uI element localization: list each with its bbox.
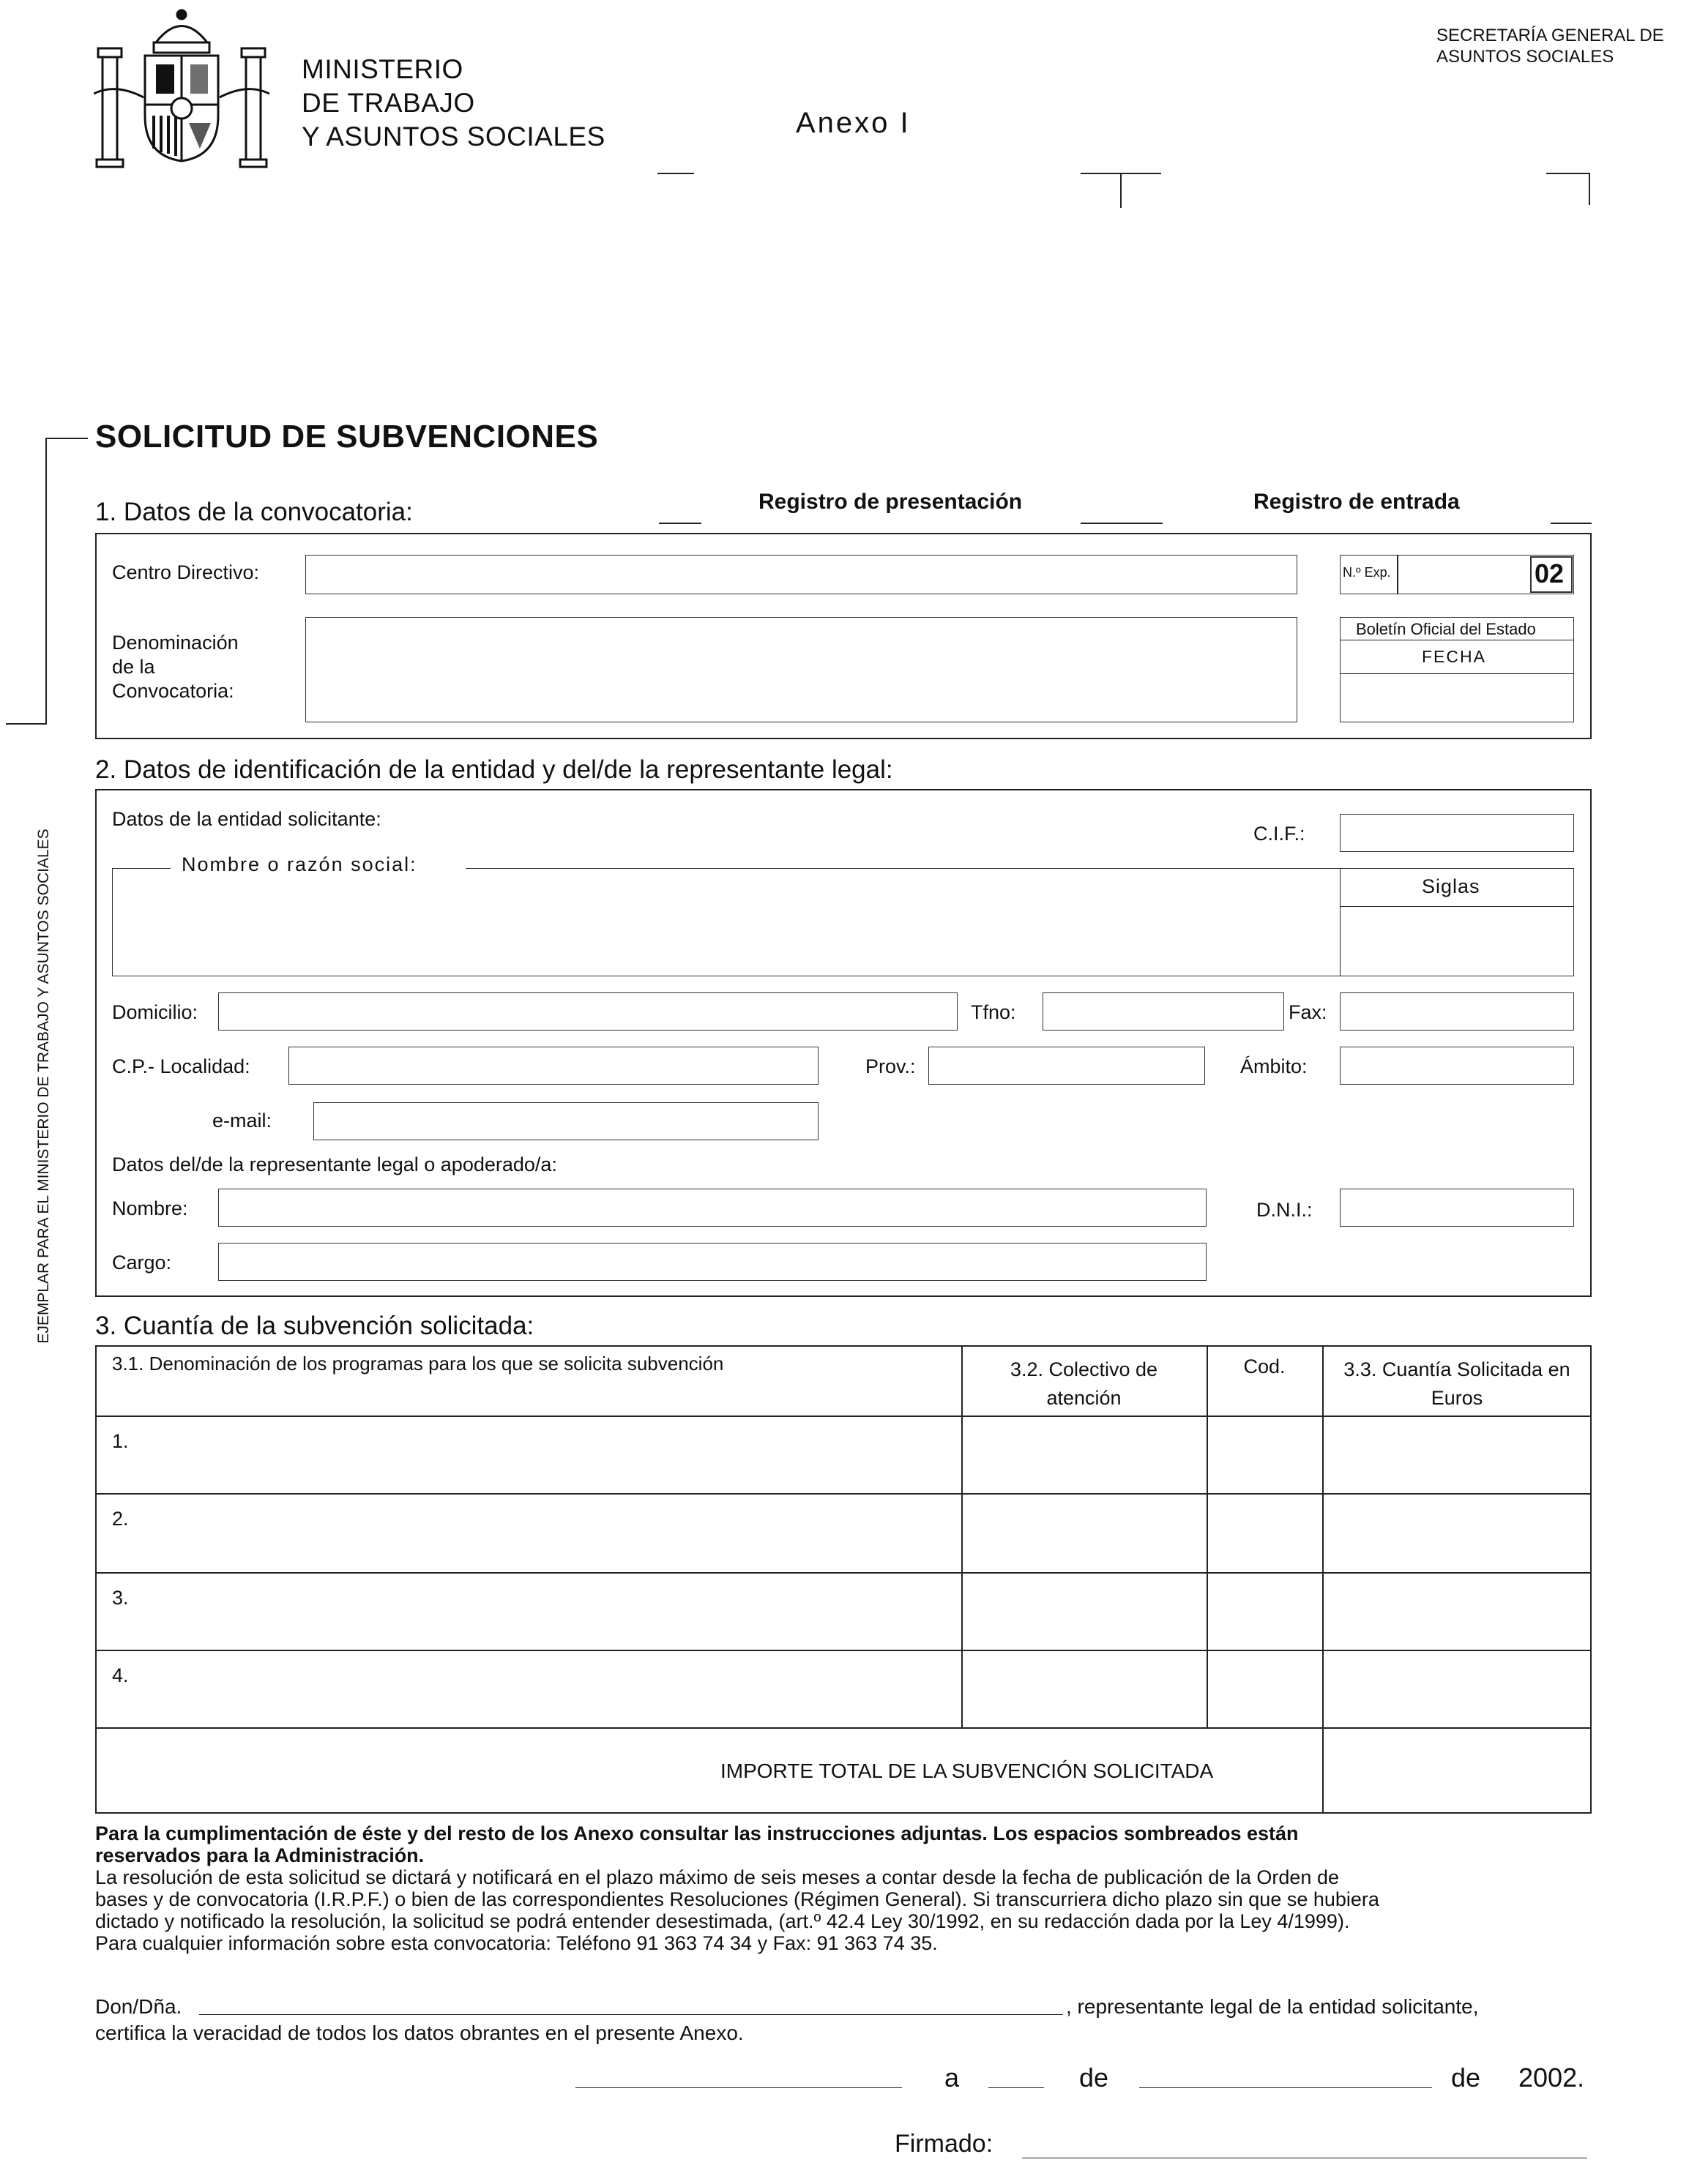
denominacion-input[interactable]	[305, 617, 1297, 722]
side-bracket-top	[45, 438, 88, 439]
spain-coat-of-arms-logo	[94, 6, 269, 173]
n-exp-divider	[1397, 555, 1398, 594]
colectivo-line-1: 3.2. Colectivo de	[1010, 1358, 1158, 1380]
notes-line-2: bases y de convocatoria (I.R.P.F.) o bien de las correspondientes Resoluciones (Régimen General). Si transcurriera dicho plazo sin que se hubiera	[95, 1888, 1379, 1910]
prov-label: Prov.:	[865, 1055, 916, 1077]
notes-line-3: dictado y notificado la resolución, la solicitud se podrá entender desestimada, (art.º 42.4 Ley 30/1992, en su redacción dada por la Ley 4/1999).	[95, 1910, 1350, 1932]
firmado-label: Firmado:	[895, 2130, 993, 2158]
cif-label: C.I.F.:	[1253, 823, 1305, 845]
day-line[interactable]	[988, 2087, 1044, 2088]
reg-mark	[1551, 523, 1592, 524]
cif-input[interactable]	[1340, 814, 1574, 852]
annex-title: Anexo I	[796, 107, 911, 139]
total-label: IMPORTE TOTAL DE LA SUBVENCIÓN SOLICITADA	[720, 1759, 1214, 1782]
don-label: Don/Dña.	[95, 1995, 182, 2018]
table-row-divider	[95, 1572, 1592, 1574]
ministry-line-1: MINISTERIO	[302, 54, 463, 84]
col-header-programas: 3.1. Denominación de los programas para los que se solicita subvención	[112, 1353, 724, 1375]
certifica-text: certifica la veracidad de todos los datos obrantes en el presente Anexo.	[95, 2022, 744, 2044]
n-exp-label: N.º Exp.	[1343, 565, 1391, 580]
don-line[interactable]	[199, 2014, 1063, 2015]
domicilio-label: Domicilio:	[112, 1001, 198, 1023]
form-title: SOLICITUD DE SUBVENCIONES	[95, 419, 599, 455]
reg-mark	[659, 523, 701, 524]
notes-bold-line-1: Para la cumplimentación de éste y del resto de los Anexo consultar las instrucciones adjuntas. Los espacios sombreados están	[95, 1822, 1299, 1844]
tfno-label: Tfno:	[971, 1001, 1016, 1023]
nombre-label: Nombre:	[112, 1197, 188, 1219]
dni-label: D.N.I.:	[1256, 1199, 1313, 1221]
registro-presentacion: Registro de presentación	[758, 490, 1023, 514]
siglas-label: Siglas	[1422, 875, 1480, 897]
table-row-number: 3.	[112, 1587, 129, 1609]
secretaria-line-1: SECRETARÍA GENERAL DE	[1436, 26, 1664, 45]
email-label: e-mail:	[212, 1110, 272, 1132]
col-header-cuantia	[1322, 1355, 1592, 1413]
table-row-divider	[95, 1650, 1592, 1651]
denominacion-label	[112, 631, 239, 703]
cp-localidad-label: C.P.- Localidad:	[112, 1055, 250, 1077]
email-input[interactable]	[313, 1102, 819, 1140]
notes-line-4: Para cualquier información sobre esta convocatoria: Teléfono 91 363 74 34 y Fax: 91 363 74 35.	[95, 1932, 938, 1954]
table-col-divider	[1207, 1345, 1208, 1727]
reg-mark	[657, 173, 694, 174]
section2-heading: 2. Datos de identificación de la entidad y del/de la representante legal:	[95, 755, 893, 784]
col-header-cod: Cod.	[1243, 1355, 1286, 1377]
dni-input[interactable]	[1340, 1189, 1574, 1227]
cuantia-line-2: Euros	[1431, 1387, 1483, 1409]
reg-mark	[1589, 173, 1590, 205]
domicilio-input[interactable]	[218, 992, 958, 1031]
date-year: 2002.	[1518, 2063, 1585, 2093]
fax-label: Fax:	[1289, 1001, 1327, 1023]
notes-block	[95, 1822, 1596, 1954]
table-row-divider	[95, 1416, 1592, 1417]
notes-line-1: La resolución de esta solicitud se dictará y notificará en el plazo máximo de seis meses a contar desde la fecha de publicación de la Orden de	[95, 1866, 1339, 1888]
ambito-input[interactable]	[1340, 1047, 1574, 1085]
secretaria-name	[1436, 25, 1664, 67]
cargo-input[interactable]	[218, 1243, 1207, 1281]
reg-mark	[1120, 173, 1122, 208]
colectivo-line-2: atención	[1046, 1387, 1122, 1409]
cuantia-line-1: 3.3. Cuantía Solicitada en	[1343, 1358, 1570, 1380]
centro-directivo-label: Centro Directivo:	[112, 561, 260, 583]
representante-label: Datos del/de la representante legal o apoderado/a:	[112, 1153, 557, 1175]
representante-text: , representante legal de la entidad solicitante,	[1066, 1995, 1479, 2018]
nombre-input[interactable]	[218, 1189, 1207, 1227]
table-row-number: 2.	[112, 1508, 129, 1530]
cargo-label: Cargo:	[112, 1252, 172, 1274]
fecha-label: FECHA	[1422, 647, 1486, 666]
reg-mark	[1546, 173, 1590, 174]
tfno-input[interactable]	[1043, 992, 1284, 1031]
denominacion-line-3: Convocatoria:	[112, 680, 234, 702]
side-ejemplar-text: EJEMPLAR PARA EL MINISTERIO DE TRABAJO Y ASUNTOS SOCIALES	[35, 829, 52, 1344]
table-row-number: 4.	[112, 1664, 129, 1686]
nombre-razon-top-right	[466, 868, 1574, 869]
boletin-label: Boletín Oficial del Estado	[1356, 620, 1536, 638]
month-line[interactable]	[1139, 2087, 1432, 2088]
ministry-name	[302, 53, 605, 154]
siglas-bottom-line	[1340, 906, 1574, 907]
section3-heading: 3. Cuantía de la subvención solicitada:	[95, 1312, 534, 1340]
siglas-divider	[1340, 868, 1341, 976]
denominacion-line-1: Denominación	[112, 632, 239, 654]
reg-mark	[1081, 523, 1163, 524]
secretaria-line-2: ASUNTOS SOCIALES	[1436, 47, 1614, 67]
table-row-divider	[95, 1493, 1592, 1495]
registro-entrada: Registro de entrada	[1253, 490, 1460, 514]
ministry-line-3: Y ASUNTOS SOCIALES	[302, 121, 605, 152]
prov-input[interactable]	[928, 1047, 1205, 1085]
exp-code: 02	[1535, 558, 1565, 588]
ministry-line-2: DE TRABAJO	[302, 88, 475, 118]
cp-localidad-input[interactable]	[288, 1047, 819, 1085]
nombre-razon-input[interactable]	[112, 868, 1574, 976]
col-header-colectivo	[961, 1355, 1207, 1413]
entidad-label: Datos de la entidad solicitante:	[112, 808, 381, 830]
date-de-1: de	[1079, 2063, 1109, 2093]
date-a: a	[944, 2063, 960, 2093]
nombre-razon-label: Nombre o razón social:	[182, 853, 417, 875]
section1-heading: 1. Datos de la convocatoria:	[95, 498, 413, 526]
place-line[interactable]	[575, 2087, 902, 2088]
nombre-razon-top-left	[112, 868, 171, 869]
fax-input[interactable]	[1340, 992, 1574, 1031]
notes-bold-line-2: reservados para la Administración.	[95, 1844, 425, 1866]
fecha-divider	[1340, 673, 1574, 674]
table-row-number: 1.	[112, 1430, 129, 1452]
denominacion-line-2: de la	[112, 656, 155, 678]
date-de-2: de	[1451, 2063, 1481, 2093]
centro-directivo-input[interactable]	[305, 555, 1297, 594]
table-row-divider	[95, 1727, 1592, 1729]
ambito-label: Ámbito:	[1240, 1055, 1308, 1077]
